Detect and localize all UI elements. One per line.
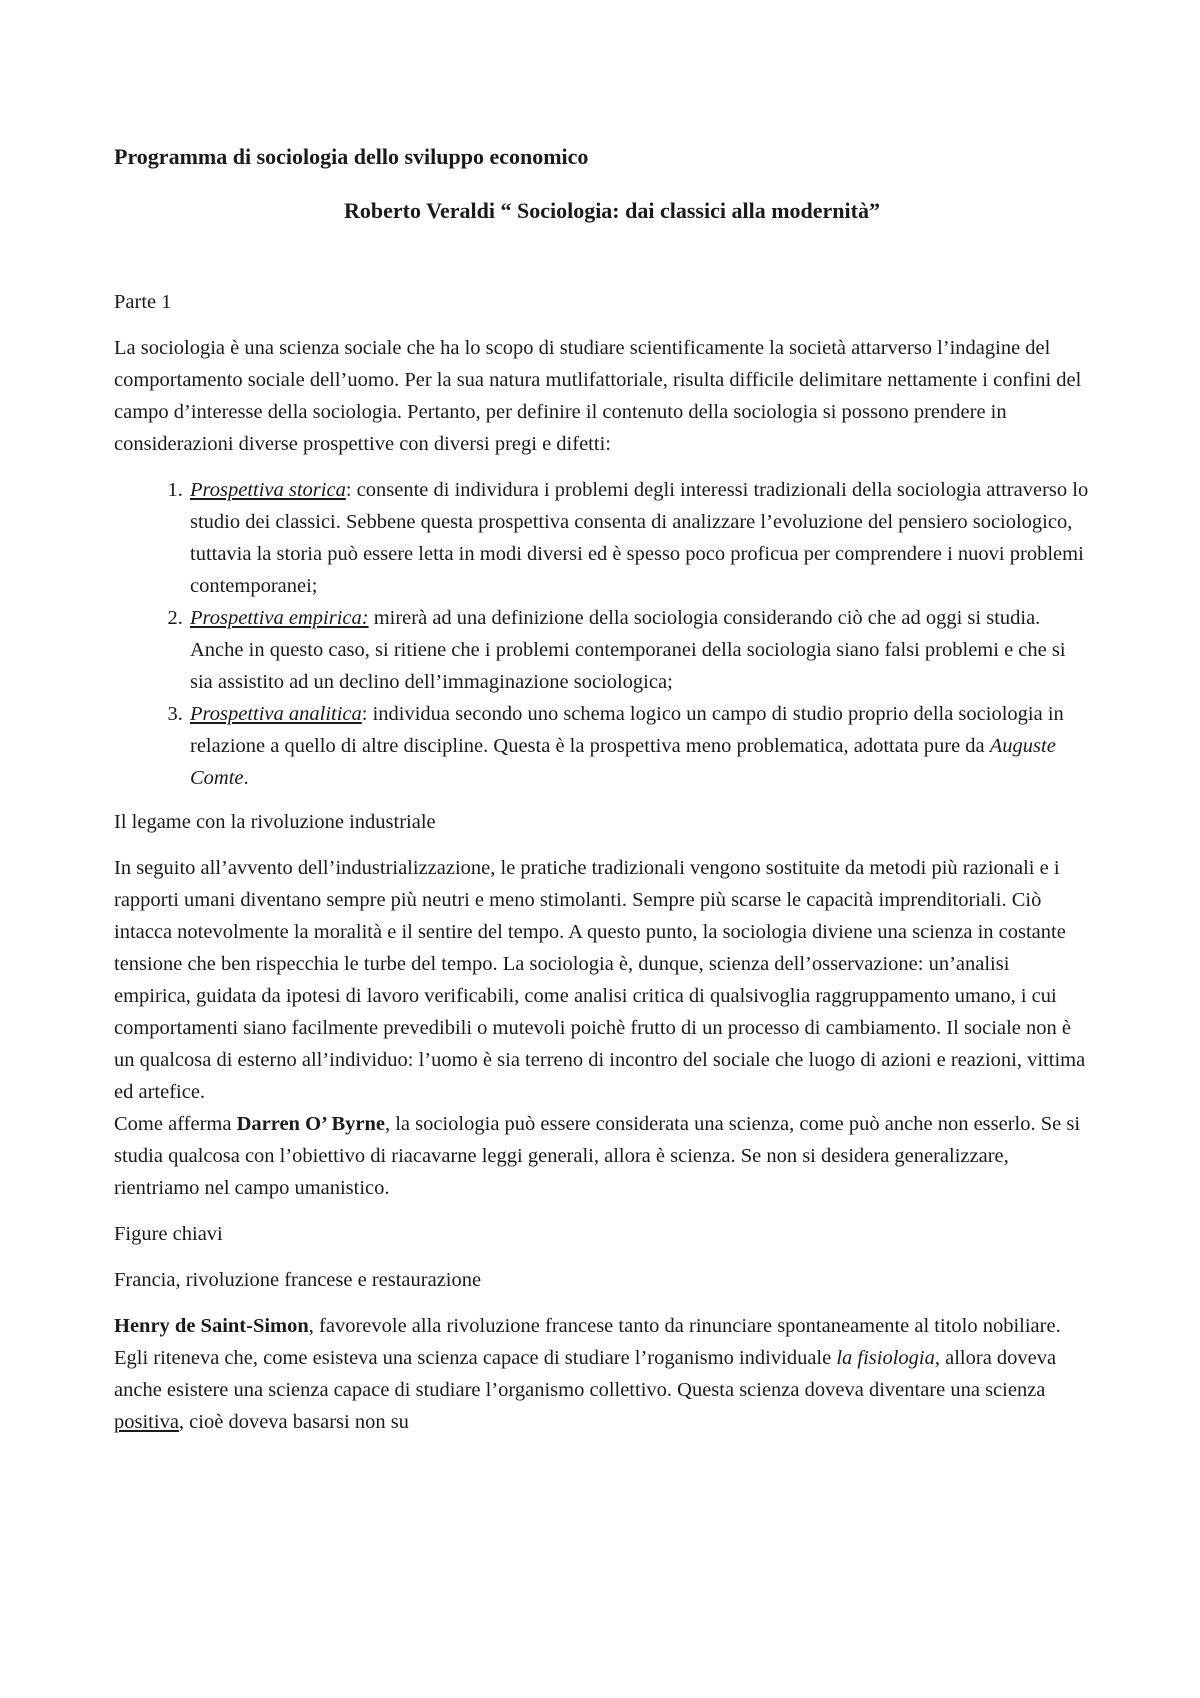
author-name: Henry de Saint-Simon [114, 1315, 309, 1337]
perspective-text: individua secondo uno schema logico un campo di studio proprio della sociologia in relazione a quello di altre discipline. Questa è la prospettiva meno problematica, adottata pure da [190, 703, 1064, 757]
list-item [188, 474, 1090, 602]
perspective-term: Prospettiva empirica: [190, 607, 369, 629]
perspective-separator: : [345, 479, 352, 501]
perspective-term: Prospettiva analitica [190, 703, 362, 725]
saint-simon-paragraph [114, 1310, 1090, 1438]
section-heading-industrial: Il legame con la rivoluzione industriale [114, 811, 436, 833]
intro-paragraph: La sociologia è una scienza sociale che ha lo scopo di studiare scientificamente la società attarverso l’indagine del comportamento sociale dell’uomo. Per la sua natura mutlifattoriale, risulta difficile delimitare nettamente i confini del campo d’interesse della sociologia. Pertanto, per definire il contenuto della sociologia si possono prendere in considerazioni diverse prospettive con diversi pregi e difetti: [114, 337, 1082, 455]
section-heading-france: Francia, rivoluzione francese e restaurazione [114, 1269, 482, 1291]
emphasis-text: la fisiologia [836, 1347, 935, 1369]
perspective-end: . [243, 767, 249, 789]
perspective-text: mirerà ad una definizione della sociologia considerando ciò che ad oggi si studia. Anche in questo caso, si ritiene che i problemi contemporanei della sociologia siano falsi problemi e che si sia assistito ad un declino dell’immaginazione sociologica; [190, 607, 1066, 693]
perspectives-list [114, 474, 1090, 794]
list-item [188, 698, 1090, 794]
author-name: Darren O’ Byrne [236, 1113, 385, 1135]
industrial-paragraph-2 [114, 1108, 1090, 1204]
perspective-term: Prospettiva storica [190, 479, 346, 501]
underlined-term: positiva [114, 1411, 179, 1433]
paragraph-text: , favorevole alla rivoluzione francese tanto da rinunciare spontaneamente al titolo nobiliare. Egli riteneva che, come esisteva una scienza capace di studiare l’roganismo individuale [114, 1315, 1061, 1369]
section-heading-figures: Figure chiavi [114, 1223, 223, 1245]
paragraph-text: , la sociologia può essere considerata una scienza, come può anche non esserlo. Se si studia qualcosa con l’obiettivo di riacavarne leggi generali, allora è scienza. Se non si desidera generalizzare, rientriamo nel campo umanistico. [114, 1113, 1081, 1199]
author-name: Auguste Comte [190, 735, 1056, 789]
industrial-paragraph-1: In seguito all’avvento dell’industrializzazione, le pratiche tradizionali vengono sostituite da metodi più razionali e i rapporti umani diventano sempre più neutri e meno stimolanti. Sempre più scarse le capacità imprenditoriali. Ciò intacca notevolmente la moralità e il sentire del tempo. A questo punto, la sociologia diviene una scienza in costante tensione che ben rispecchia le turbe del tempo. La sociologia è, dunque, scienza dell’osservazione: un’analisi empirica, guidata da ipotesi di lavoro verificabili, come analisi critica di qualsivoglia raggruppamento umano, i cui comportamenti siano facilmente prevedibili o mutevoli poichè frutto di un processo di cambiamento. Il sociale non è un qualcosa di esterno all’individuo: l’uomo è sia terreno di incontro del sociale che luogo di azioni e reazioni, vittima ed artefice. [114, 857, 1086, 1103]
document-subtitle: Roberto Veraldi “ Sociologia: dai classici alla modernità” [344, 198, 880, 223]
part-label: Parte 1 [114, 291, 172, 313]
paragraph-text: , cioè doveva basarsi non su [178, 1411, 409, 1433]
list-item [188, 602, 1090, 698]
paragraph-text: Come afferma [114, 1113, 237, 1135]
perspective-separator: : [361, 703, 368, 725]
document-title: Programma di sociologia dello sviluppo economico [114, 144, 589, 169]
paragraph-text: , allora doveva anche esistere una scienza capace di studiare l’organismo collettivo. Questa scienza doveva diventare una scienza [114, 1347, 1057, 1401]
perspective-text: consente di individura i problemi degli interessi tradizionali della sociologia attraverso lo studio dei classici. Sebbene questa prospettiva consenta di analizzare l’evoluzione del pensiero sociologico, tuttavia la storia può essere letta in modi diversi ed è spesso poco proficua per comprendere i nuovi problemi contemporanei; [190, 479, 1089, 597]
